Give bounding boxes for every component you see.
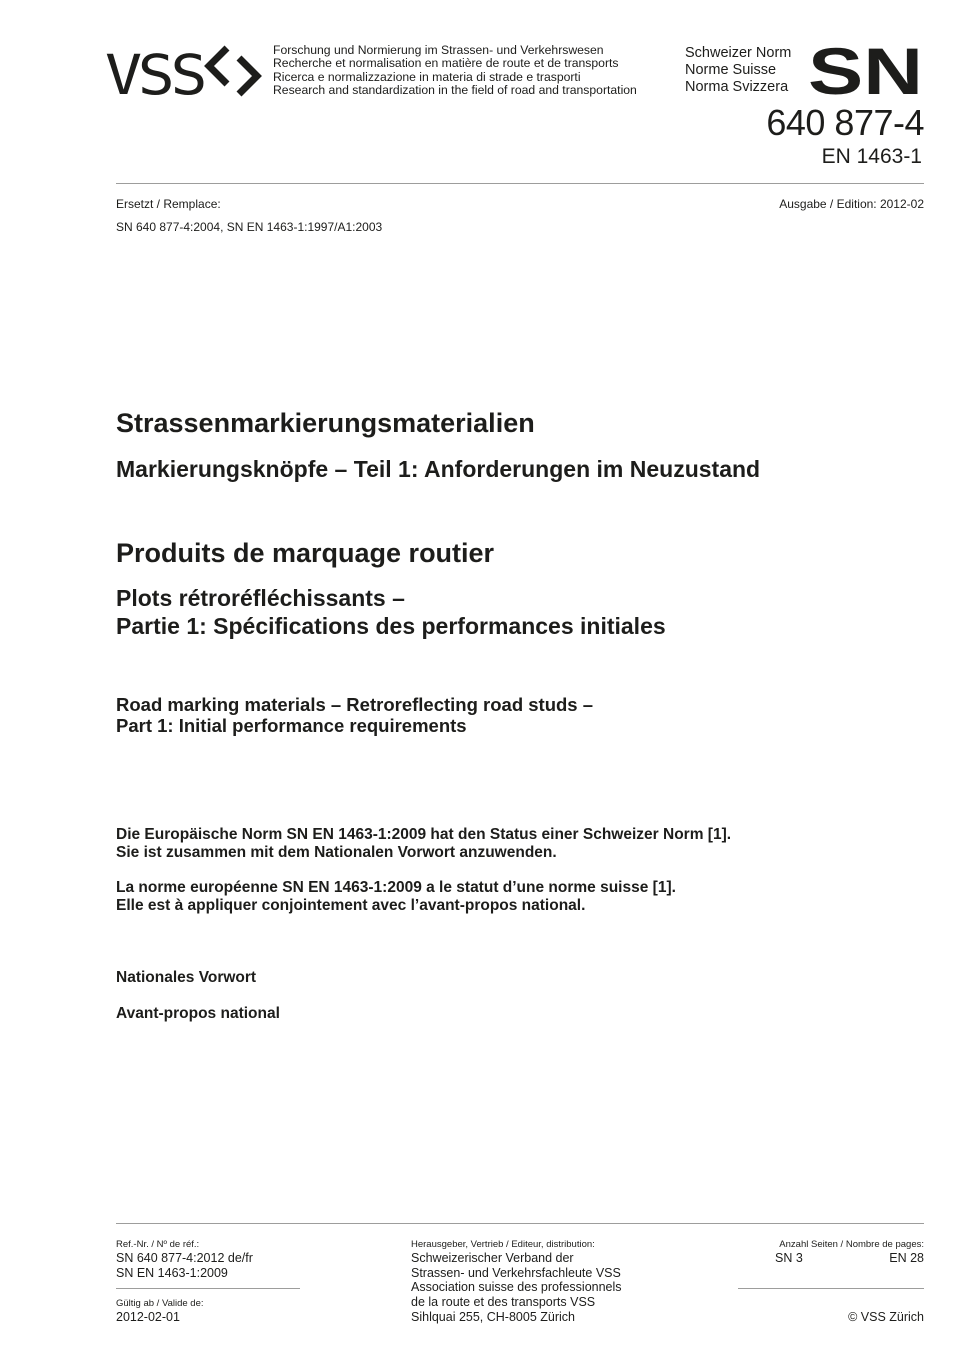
ref-value-1: SN 640 877-4:2012 de/fr (116, 1251, 253, 1265)
subtitle-de: Markierungsknöpfe – Teil 1: Anforderungen im Neuzustand (116, 456, 761, 482)
title-fr: Produits de marquage routier (116, 538, 495, 568)
valid-value: 2012-02-01 (116, 1310, 180, 1324)
ref-value-2: SN EN 1463-1:2009 (116, 1266, 228, 1280)
standard-number: 640 877-4 (766, 102, 924, 143)
pages-sn: SN 3 (775, 1251, 803, 1265)
foreword-de: Nationales Vorwort (116, 969, 257, 986)
vss-logo-text: VSS (105, 43, 204, 102)
statement-de-1: Die Europäische Norm SN EN 1463-1:2009 hat den Status einer Schweizer Norm [1]. (116, 826, 732, 843)
vss-logo-chevron-right (239, 58, 257, 94)
vss-tagline (273, 44, 637, 98)
sn-name: Norma Svizzera (685, 79, 789, 95)
pages-label: Anzahl Seiten / Nombre de pages: (779, 1239, 924, 1250)
replaces-label: Ersetzt / Remplace: (116, 197, 221, 211)
sn-logo (808, 44, 923, 96)
replaces-value: SN 640 877-4:2004, SN EN 1463-1:1997/A1:2003 (116, 220, 383, 234)
statement-fr-1: La norme européenne SN EN 1463-1:2009 a le statut d’une norme suisse [1]. (116, 879, 676, 896)
sn-name: Schweizer Norm (685, 45, 792, 61)
pages-divider (738, 1288, 924, 1289)
header-divider (116, 183, 924, 184)
sn-names (685, 45, 791, 96)
valid-label: Gültig ab / Valide de: (116, 1298, 204, 1309)
publisher-line: Sihlquai 255, CH-8005 Zürich (411, 1309, 575, 1324)
vss-logo-chevron-left (209, 48, 227, 84)
subtitle-fr-2: Partie 1: Spécifications des performances initiales (116, 613, 666, 639)
footer-divider (116, 1223, 924, 1224)
foreword-fr: Avant-propos national (116, 1005, 280, 1022)
publisher-address (411, 1251, 622, 1325)
sn-logo-text: SN (808, 44, 923, 96)
tagline-line: Forschung und Normierung im Strassen- und Verkehrswesen (273, 43, 604, 57)
statement-de-2: Sie ist zusammen mit dem Nationalen Vorwort anzuwenden. (116, 844, 557, 861)
subtitle-fr-1: Plots rétroréfléchissants – (116, 585, 405, 611)
publisher-label: Herausgeber, Vertrieb / Editeur, distribution: (411, 1239, 595, 1250)
title-de: Strassenmarkierungsmaterialien (116, 408, 535, 438)
publisher-line: de la route et des transports VSS (411, 1295, 596, 1310)
pages-en: EN 28 (889, 1251, 924, 1265)
publisher-line: Schweizerischer Verband der (411, 1251, 574, 1265)
publisher-line: Strassen- und Verkehrsfachleute VSS (411, 1265, 621, 1280)
copyright: © VSS Zürich (848, 1310, 924, 1324)
ref-label: Ref.-Nr. / Nº de réf.: (116, 1239, 200, 1250)
sn-name: Norme Suisse (685, 62, 777, 78)
vss-logo (105, 40, 265, 102)
en-number: EN 1463-1 (821, 145, 922, 168)
tagline-line: Research and standardization in the field of road and transportation (273, 83, 637, 98)
tagline-line: Recherche et normalisation en matière de route et de transports (273, 56, 619, 71)
tagline-line: Ricerca e normalizzazione in materia di strade e trasporti (273, 69, 581, 84)
title-en-1: Road marking materials – Retroreflecting road studs – (116, 694, 594, 715)
title-en-2: Part 1: Initial performance requirements (116, 715, 467, 736)
publisher-line: Association suisse des professionnels (411, 1280, 622, 1295)
ref-divider (116, 1288, 300, 1289)
edition: Ausgabe / Edition: 2012-02 (779, 197, 924, 211)
statement-fr-2: Elle est à appliquer conjointement avec l’avant-propos national. (116, 897, 586, 914)
